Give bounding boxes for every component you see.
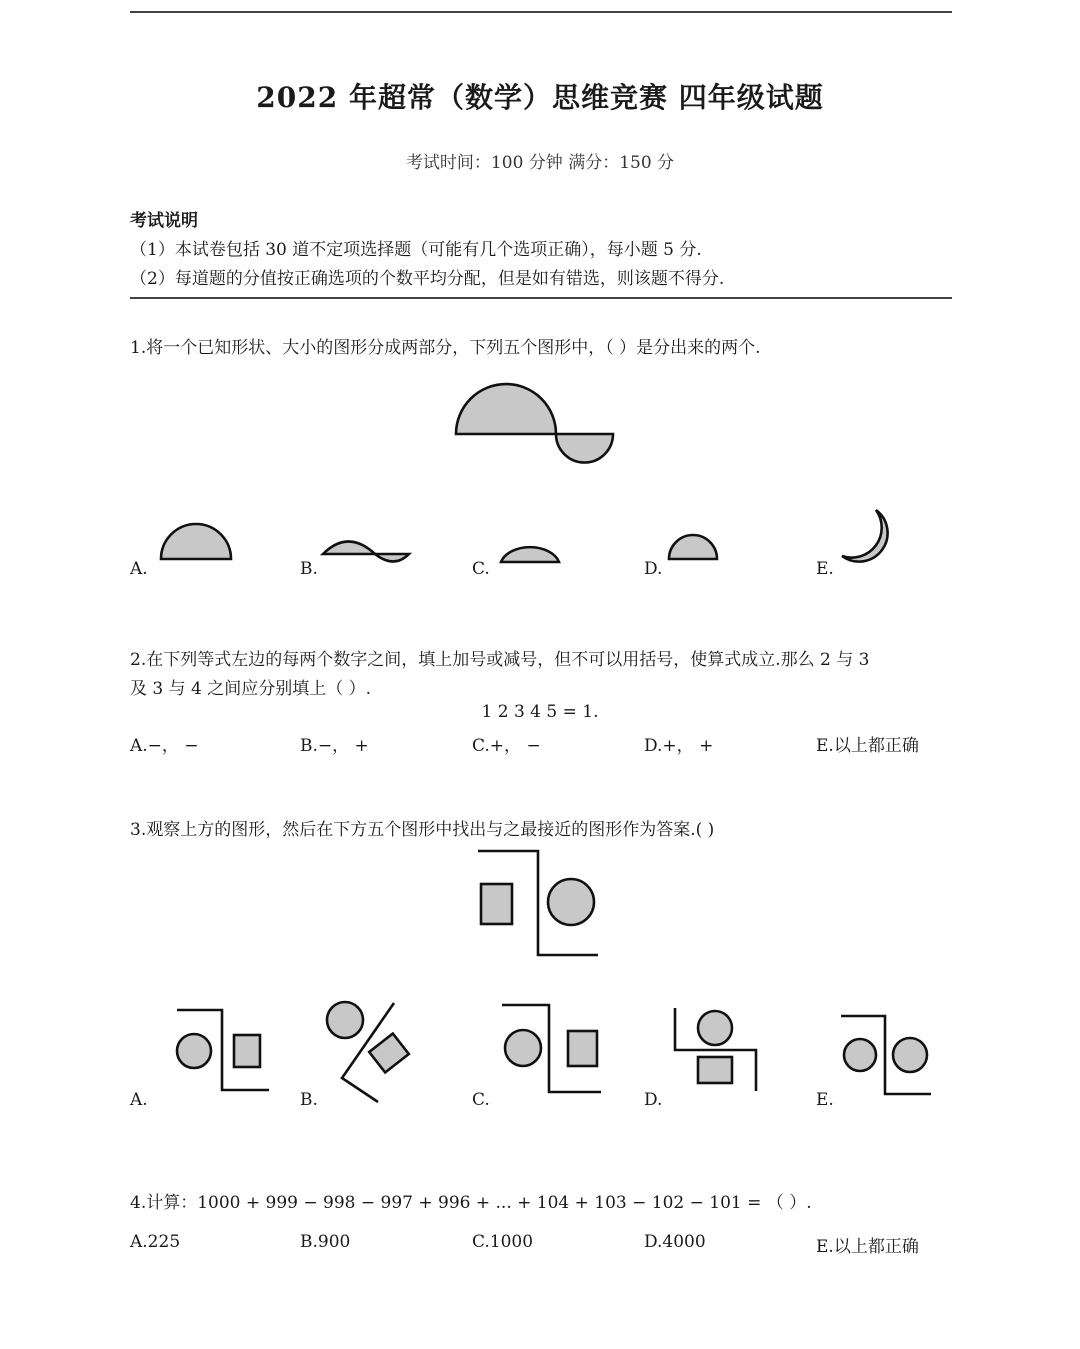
q3-option-e[interactable]: E. bbox=[816, 1090, 834, 1110]
q4-option-e[interactable]: E.以上都正确 bbox=[816, 1237, 919, 1257]
q1-option-b-figure bbox=[320, 535, 414, 567]
q3-option-d[interactable]: D. bbox=[644, 1090, 663, 1110]
q1-option-b[interactable]: B. bbox=[300, 559, 318, 579]
instructions-heading: 考试说明 bbox=[130, 211, 198, 231]
q2-option-e[interactable]: E.以上都正确 bbox=[816, 736, 919, 756]
q3-option-a-figure bbox=[172, 1006, 272, 1096]
q4-option-d[interactable]: D.4000 bbox=[644, 1232, 706, 1252]
q3-option-c-figure bbox=[500, 1002, 604, 1096]
page-title: 2022 年超常（数学）思维竞赛 四年级试题 bbox=[256, 81, 824, 114]
q4-option-b[interactable]: B.900 bbox=[300, 1232, 351, 1252]
instruction-item: （1）本试卷包括 30 道不定项选择题（可能有几个选项正确），每小题 5 分. bbox=[130, 240, 702, 260]
q1-option-c-figure bbox=[498, 538, 564, 566]
question-2-equation: 1 2 3 4 5 = 1. bbox=[481, 702, 599, 722]
section-divider bbox=[130, 297, 952, 299]
q3-option-b[interactable]: B. bbox=[300, 1090, 318, 1110]
question-1-text: 1.将一个已知形状、大小的图形分成两部分，下列五个图形中，（ ）是分出来的两个. bbox=[130, 338, 761, 358]
q3-option-c[interactable]: C. bbox=[472, 1090, 490, 1110]
q2-option-b[interactable]: B.−， + bbox=[300, 736, 369, 756]
instruction-item: （2）每道题的分值按正确选项的个数平均分配，但是如有错选，则该题不得分. bbox=[130, 269, 725, 289]
q1-option-d[interactable]: D. bbox=[644, 559, 663, 579]
q2-option-c[interactable]: C.+， − bbox=[472, 736, 541, 756]
q3-main-figure bbox=[476, 848, 602, 958]
q1-option-a-figure bbox=[158, 520, 234, 562]
q3-option-b-figure bbox=[320, 998, 420, 1108]
q1-option-d-figure bbox=[666, 532, 720, 562]
q1-option-c[interactable]: C. bbox=[472, 559, 490, 579]
top-rule bbox=[130, 11, 952, 13]
q1-option-a[interactable]: A. bbox=[130, 559, 148, 579]
q2-option-d[interactable]: D.+， + bbox=[644, 736, 714, 756]
q4-option-c[interactable]: C.1000 bbox=[472, 1232, 534, 1252]
q3-option-a[interactable]: A. bbox=[130, 1090, 148, 1110]
q1-option-e-figure bbox=[838, 506, 900, 572]
q3-option-d-figure bbox=[672, 1006, 762, 1094]
q2-option-a[interactable]: A.−， − bbox=[130, 736, 199, 756]
q3-option-e-figure bbox=[838, 1012, 934, 1098]
exam-info: 考试时间：100 分钟 满分：150 分 bbox=[405, 153, 675, 173]
question-2-text-line2: 及 3 与 4 之间应分别填上（ ）. bbox=[130, 679, 372, 699]
q1-option-e[interactable]: E. bbox=[816, 559, 834, 579]
q1-main-figure bbox=[450, 378, 620, 470]
question-2-text-line1: 2.在下列等式左边的每两个数字之间，填上加号或减号，但不可以用括号，使算式成立.那么 2 与 3 bbox=[130, 650, 870, 670]
question-3-text: 3.观察上方的图形，然后在下方五个图形中找出与之最接近的图形作为答案.( ) bbox=[130, 820, 715, 840]
question-4-text: 4.计算：1000 + 999 − 998 − 997 + 996 + ... + 104 + 103 − 102 − 101 = （ ）. bbox=[130, 1193, 812, 1213]
q4-option-a[interactable]: A.225 bbox=[130, 1232, 181, 1252]
